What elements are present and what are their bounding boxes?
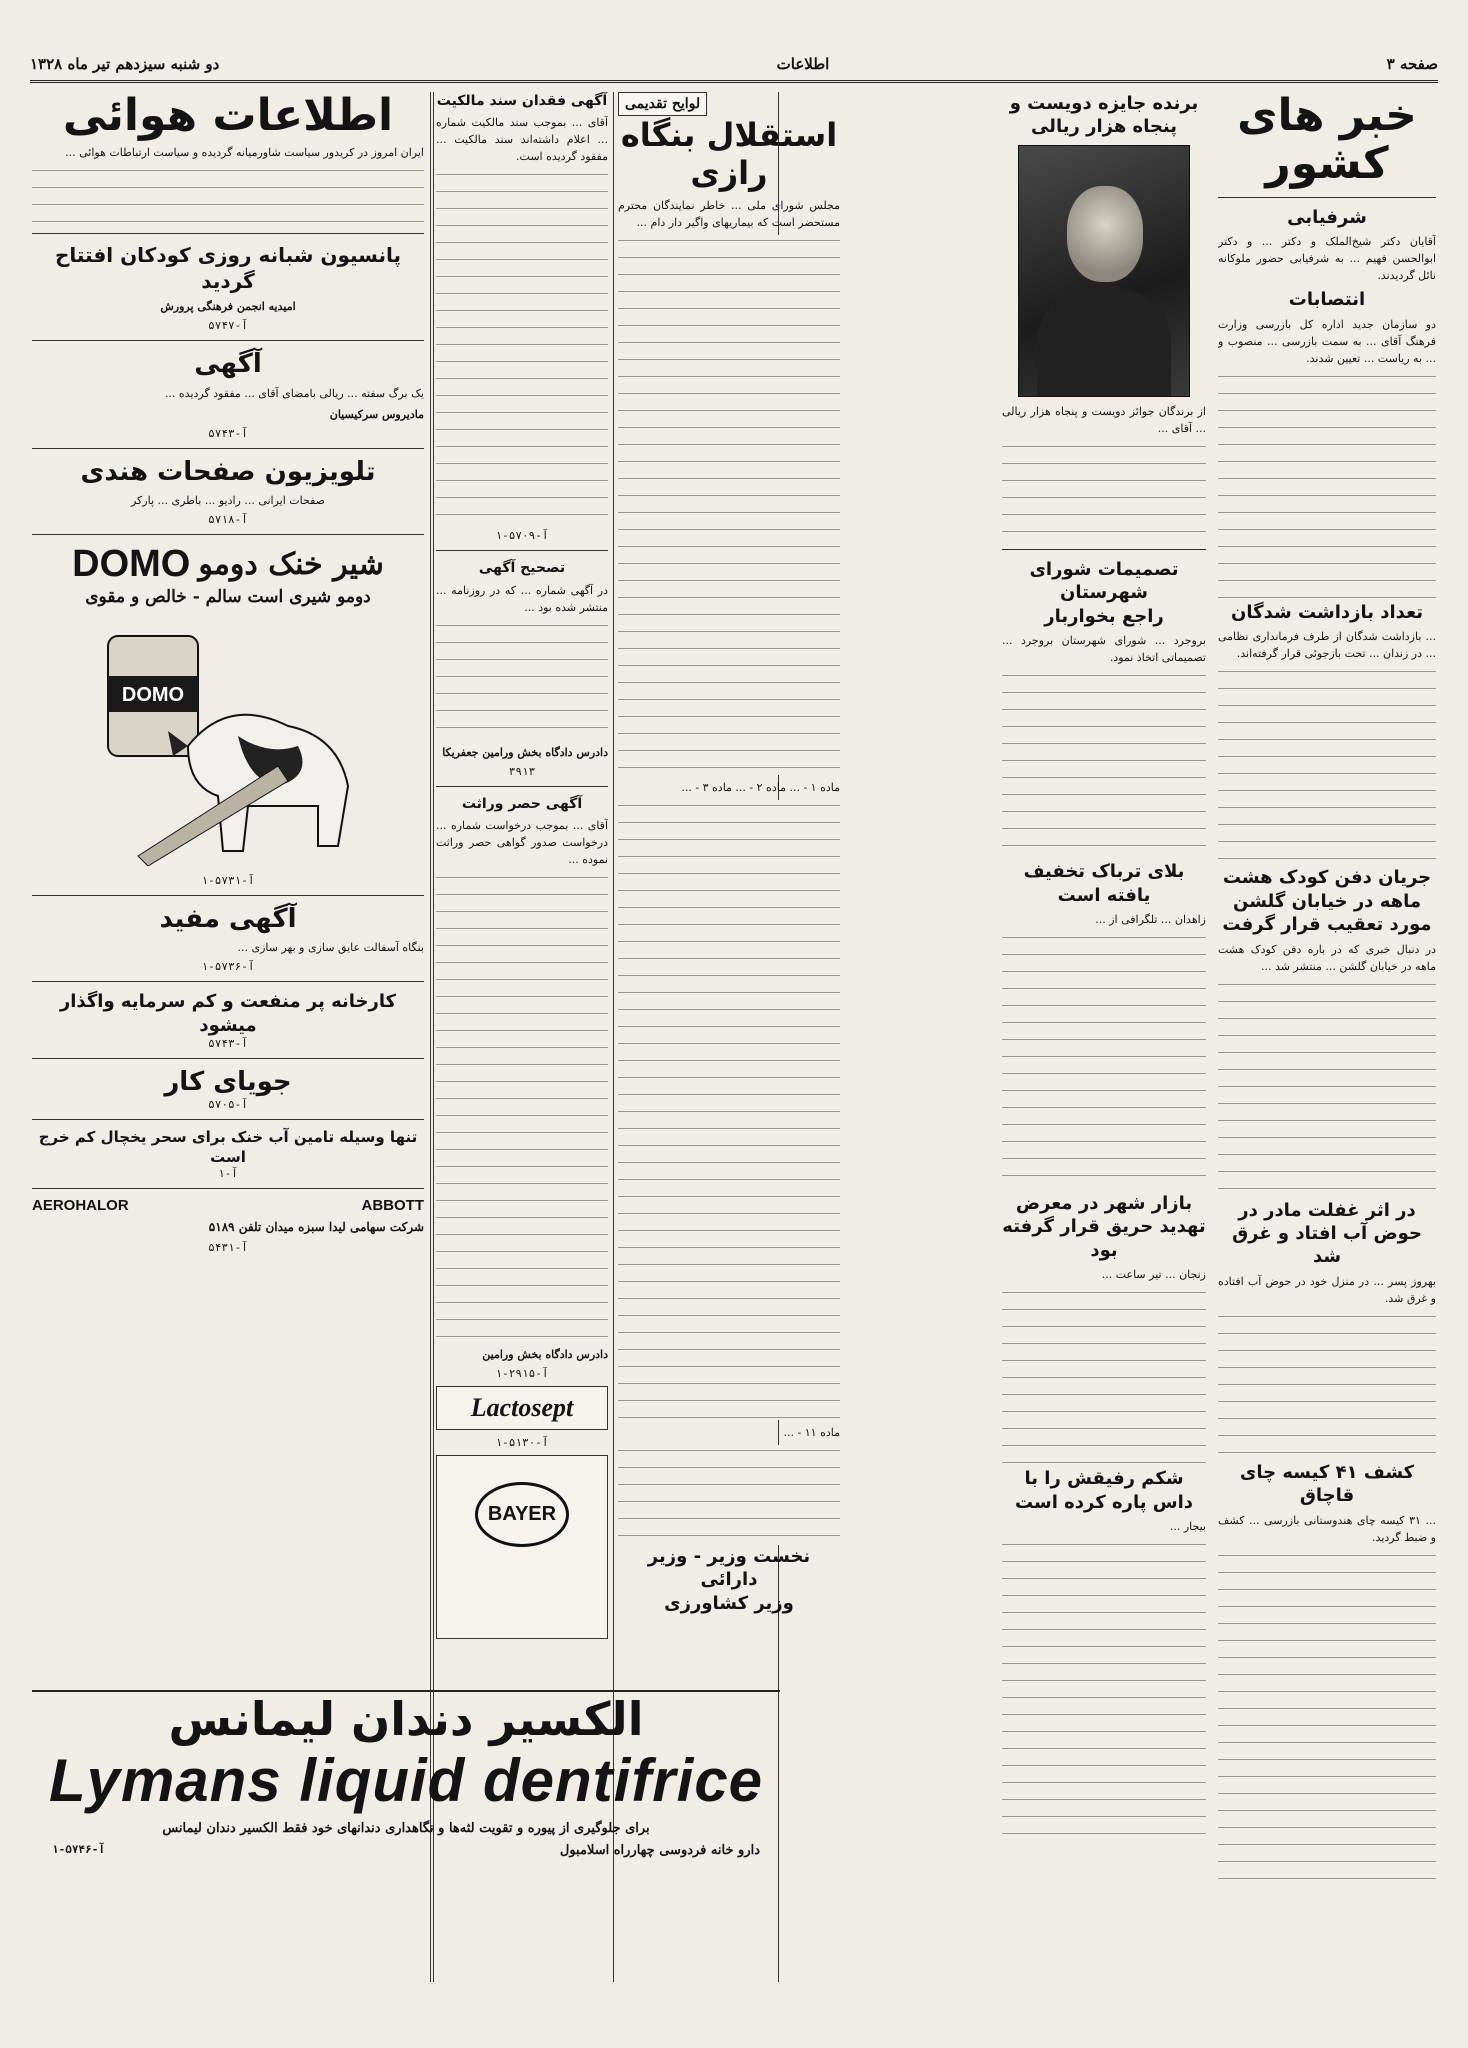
bayer-ad [436, 1455, 608, 1639]
lymans-tagline: برای جلوگیری از پیوره و تقویت لثه‌ها و نگاهداری دندانهای خود فقط الکسیر دندان لیمانس [162, 1821, 650, 1836]
article-text: زنجان ... تیر ساعت ... [1101, 1268, 1206, 1282]
filler-text [436, 169, 608, 529]
article-text: آقایان دکتر شیخ‌الملک و دکتر ... و دکتر ابوالحسن فهیم ... به شرفیابی حضور ملوکانه نائل گردیدند. [1218, 235, 1436, 283]
ad-title: آگهی [194, 349, 262, 380]
filler-text [1218, 1311, 1436, 1461]
ad-title: تلویزیون صفحات هندی [80, 456, 376, 487]
column-news [1218, 92, 1436, 1982]
cow-and-can-icon [78, 616, 378, 866]
headline: جریان دفن کودک هشت ماهه در خیابان گلشن [1222, 867, 1432, 912]
filler-text [32, 165, 424, 225]
filler-text [1218, 666, 1436, 866]
notice-text: در آگهی شماره ... که در روزنامه ... منتشر شده بود ... [436, 583, 608, 614]
date-line: دو شنبه سیزدهم تیر ماه ۱۳۲۸ [30, 55, 220, 73]
filler-text [618, 800, 840, 1420]
notice-code: آ-۲۹۱۵-۱ [495, 1367, 549, 1381]
column-provinces [1002, 92, 1206, 1982]
ad-code: آ-۵۷۳۶-۱ [201, 960, 255, 974]
filler-text [1002, 1287, 1206, 1467]
headline: انتصابات [1288, 289, 1366, 311]
section-label: لوایح تقدیمی [618, 92, 707, 116]
headline: شرفیابی [1287, 206, 1367, 228]
section-title: خبر های کشور [1237, 92, 1417, 190]
headline: مورد تعقیب قرار گرفت [1222, 914, 1432, 936]
headline: راجع بخواربار [1044, 605, 1164, 627]
photo-caption: از برندگان جوائز دویست و پنجاه هزار ریالی ... آقای ... [1002, 404, 1206, 435]
domo-title-fa: شیر خنک دومو [198, 546, 384, 582]
domo-slogan: دومو شیری است سالم - خالص و مقوی [85, 587, 371, 607]
filler-text [1218, 979, 1436, 1199]
ad-text: بنگاه آسفالت عایق سازی و بهر سازی ... [237, 941, 424, 955]
ad-signature: مادیروس سرکیسیان [329, 407, 424, 421]
notice-text: آقای ... بموجب درخواست شماره ... درخواست صدور گواهی حصر وراثت نموده ... [436, 818, 608, 866]
notice-code: آ-۵۱۳۰-۱ [495, 1436, 549, 1450]
ad-code: آ-۵۷۱۸ [208, 513, 248, 526]
article-text: زاهدان ... تلگرافی از ... [1095, 912, 1206, 926]
signature: نخست وزیر - وزیر دارائی [647, 1545, 811, 1591]
filler-text [1002, 670, 1206, 860]
ad-code: آ-۵۷۴۶-۱ [52, 1843, 105, 1857]
domo-can-label: DOMO [121, 684, 185, 707]
winner-photo [1018, 145, 1190, 397]
filler-text [618, 235, 840, 775]
ad-title: آگهی مفید [159, 904, 297, 935]
ad-code: آ-۵۷۴۳ [208, 1037, 248, 1051]
bayer-logo: BAYER [475, 1482, 569, 1547]
ad-code: آ-۵۷۴۷ [208, 319, 248, 333]
headline: برنده جایزه دویست و پنجاه هزار ریالی [1009, 93, 1199, 138]
notice-title: تصحیح آگهی [478, 560, 566, 577]
lactosept-ad [436, 1386, 608, 1430]
domo-title-en: DOMO [72, 543, 191, 585]
ad-code: آ-۵۷۴۳ [208, 426, 248, 440]
ad-text: امیدیه انجمن فرهنگی پرورش [160, 300, 296, 314]
section-title: اطلاعات هوائی [62, 92, 394, 141]
article-text: ... ۳۱ کیسه چای هندوستانی بازرسی ... کشف و ضبط گردید. [1218, 1513, 1436, 1544]
ad-text: یک برگ سفته ... ریالی بامضای آقای ... مفقود گردیده ... [164, 386, 424, 400]
ad-text: صفحات ایرانی ... رادیو ... باطری ... پارکر [130, 493, 326, 507]
headline: بازار شهر در معرض تهدید حریق قرار گرفته بود [1002, 1192, 1206, 1261]
ad-title: تنها وسیله تامین آب خنک برای سحر یخچال کم خرج است [38, 1128, 418, 1166]
headline: در اثر غفلت مادر در حوض آب افتاد و غرق شد [1232, 1199, 1422, 1268]
lactosept-logo: Lactosept [470, 1393, 574, 1423]
article-text: بهروز پسر ... در منزل خود در حوض آب افتاده و غرق شد. [1218, 1274, 1436, 1305]
lymans-pharmacy: دارو خانه فردوسی چهارراه اسلامبول [559, 1843, 760, 1859]
ad-title: جویای کار [164, 1067, 292, 1098]
column-ads [32, 92, 424, 1652]
notice-code: آ-۵۷۰۹-۱ [495, 529, 549, 543]
lymans-ad [32, 1690, 780, 1992]
lymans-title-en: Lymans liquid dentifrice [48, 1747, 764, 1814]
ad-title: پانسیون شبانه روزی کودکان افتتاح گردید [54, 243, 402, 294]
headline: تصمیمات شورای شهرستان [1029, 558, 1179, 604]
ad-code: آ-۵۴۳۱ [208, 1240, 248, 1254]
filler-text [618, 1445, 840, 1545]
ad-title: کارخانه پر منفعت و کم سرمایه واگذار میشود [59, 991, 397, 1036]
filler-text [1002, 932, 1206, 1192]
page-number: صفحه ۳ [1386, 55, 1438, 73]
domo-ad [32, 543, 424, 887]
filler-text [436, 872, 608, 1342]
article-text: ماده ۱ - ... ماده ۲ - ... ماده ۳ - ... [681, 780, 840, 794]
headline: کشف ۴۱ کیسه چای قاچاق [1239, 1461, 1415, 1507]
signature: وزیر کشاورزی [664, 1592, 794, 1614]
ad-code: آ-۵۷۳۱-۱ [201, 874, 255, 888]
ad-signature: شرکت سهامی لیدا سبزه میدان تلفن ۵۱۸۹ [208, 1220, 424, 1235]
headline: شکم رفیقش را با داس پاره کرده است [1014, 1468, 1193, 1513]
lymans-title-fa: الکسیر دندان لیمانس [168, 1692, 644, 1746]
ad-code: آ-۵۷۰۵ [208, 1098, 248, 1112]
headline: بلای ترباک تخفیف یافته است [1023, 861, 1185, 906]
article-text: ... بازداشت شدگان از طرف فرمانداری نظامی ... در زندان ... تحت بازجوئی قرار گرفته‌اند. [1218, 630, 1436, 661]
headline: تعداد بازداشت شدگان [1231, 601, 1423, 623]
article-text: در دنبال خبری که در باره دفن کودک هشت ماهه در خیابان گلشن ... منتشر شد ... [1218, 942, 1436, 973]
notice-signature: دادرس دادگاه بخش ورامین [482, 1347, 608, 1361]
notice-title: آگهی حصر وراثت [461, 795, 583, 812]
article-text: بروجرد ... شورای شهرستان بروجرد ... تصمیماتی اتخاذ نمود. [1002, 634, 1206, 665]
filler-text [1002, 1539, 1206, 1839]
aerohalor-brand: AEROHALOR [32, 1197, 129, 1215]
domo-illustration [78, 616, 378, 866]
masthead [30, 48, 1438, 83]
abbott-brand: ABBOTT [361, 1197, 424, 1215]
filler-text [436, 620, 608, 740]
notice-title: آگهی فقدان سند مالکیت [436, 93, 608, 109]
filler-text [1002, 441, 1206, 541]
article-text: ایران امروز در کریدور سیاست شاورمیانه گردیده و سیاست ارتباطات هوائی ... [65, 146, 424, 160]
article-text: ماده ۱۱ - ... [783, 1425, 840, 1439]
notice-code: ۳۹۱۳ [508, 764, 536, 778]
article-text: مجلس شورای ملی ... خاطر نمایندگان محترم مستحضر است که بیماریهای واگیر دار دام ... [618, 198, 840, 229]
paper-name: اطلاعات [776, 55, 830, 73]
article-text: بیجار ... [1169, 1519, 1206, 1533]
filler-text [1218, 371, 1436, 601]
ad-code: آ-۱ [218, 1167, 238, 1181]
notice-signature: دادرس دادگاه بخش ورامین جعفریکا [442, 745, 608, 759]
filler-text [1218, 1550, 1436, 1880]
headline: استقلال بنگاه رازی [620, 116, 838, 193]
notice-text: آقای ... بموجب سند مالکیت شماره ... اعلام داشته‌اند سند مالکیت ... مفقود گردیده است. [436, 116, 608, 164]
article-text: دو سازمان جدید اداره کل بازرسی وزارت فرهنگ آقای ... به سمت بازرسی ... منصوب و ... به ریاست ... تعیین شدند. [1218, 317, 1436, 365]
